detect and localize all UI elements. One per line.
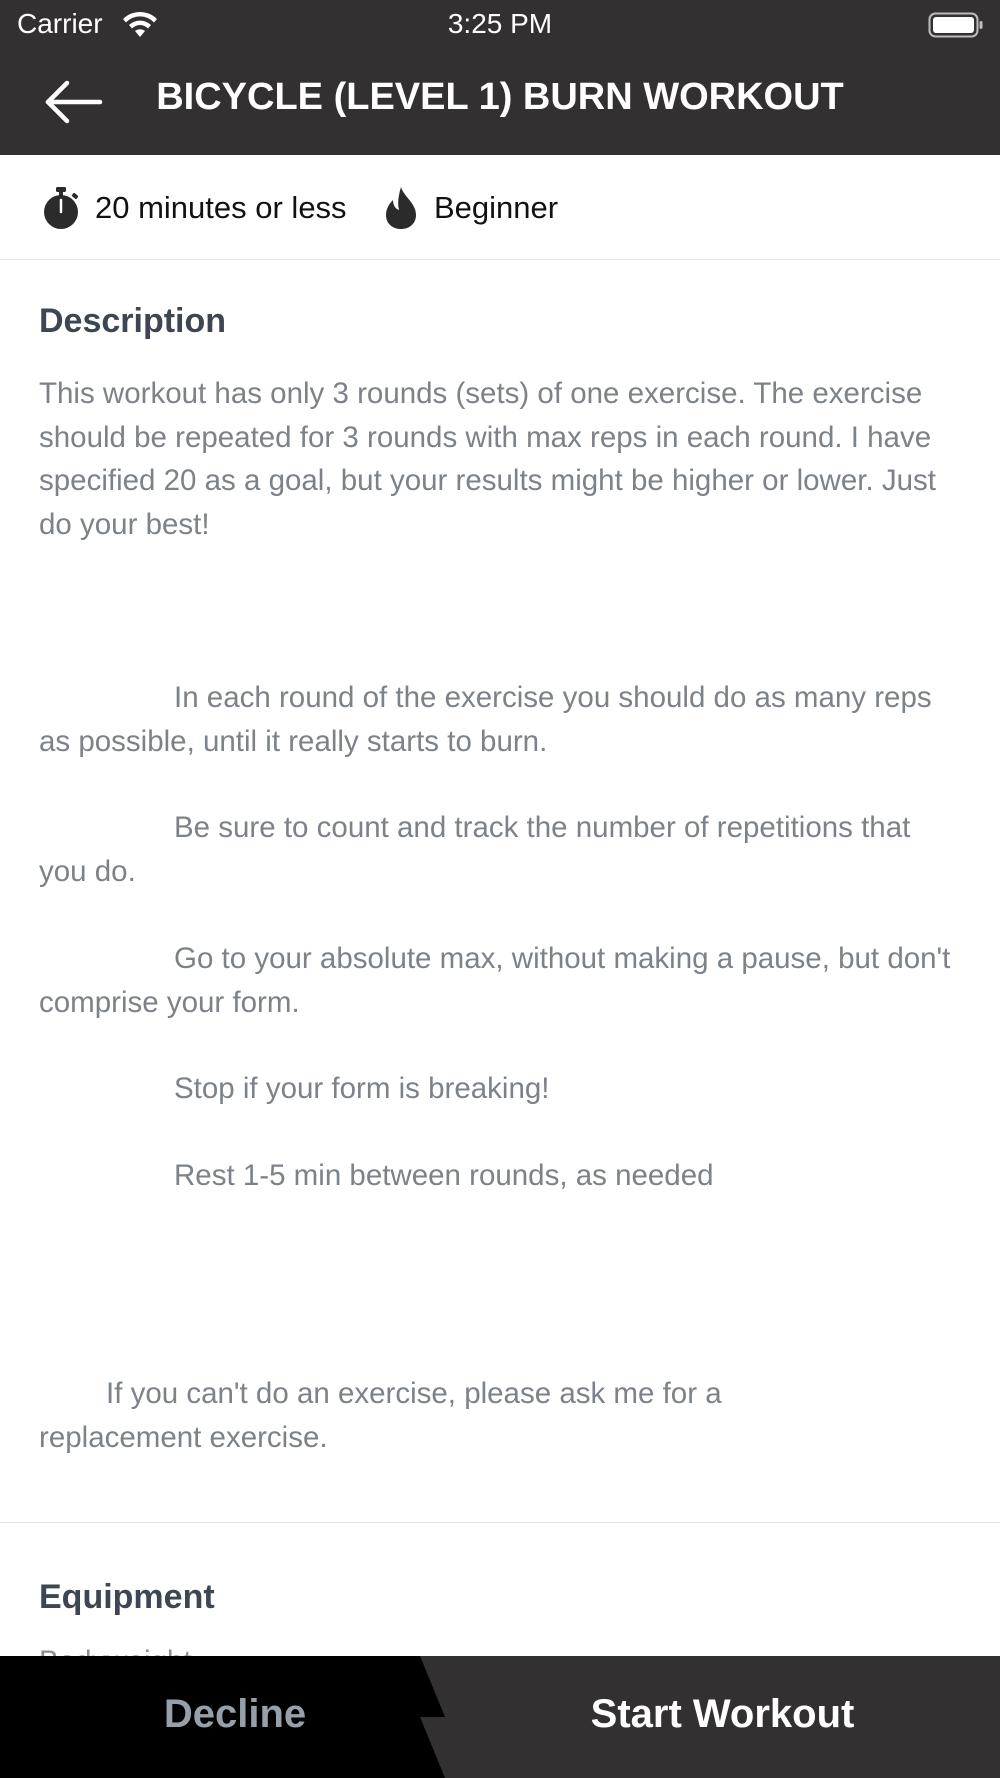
description-point-text: Be sure to count and track the number of repetitions that you do. [39, 811, 911, 888]
flame-icon [380, 185, 422, 231]
equipment-heading: Equipment [39, 1578, 215, 1616]
description-point [39, 806, 959, 893]
start-workout-button[interactable] [445, 1656, 1000, 1778]
carrier-label: Carrier [17, 8, 103, 39]
section-divider [0, 1522, 1000, 1523]
duration-info [39, 185, 347, 231]
description-intro-text: This workout has only 3 rounds (sets) of one exercise. The exercise should be repeated for 3 rounds with max reps in each round. I have specified 20 as a goal, but your results might be higher or lower. Just do your best! [39, 377, 936, 541]
description-intro [39, 372, 959, 546]
decline-label: Decline [163, 1692, 307, 1736]
start-workout-label: Start Workout [590, 1692, 855, 1736]
status-time: 3:25 PM [447, 8, 553, 39]
header-bar [0, 0, 1000, 155]
level-info [380, 185, 558, 231]
stopwatch-icon [39, 185, 83, 231]
duration-label: 20 minutes or less [95, 190, 347, 225]
description-point-text: Stop if your form is breaking! [174, 1072, 550, 1105]
description-point [39, 937, 959, 1024]
description-footer [39, 1372, 799, 1459]
decline-button[interactable] [0, 1656, 445, 1778]
description-point-text: In each round of the exercise you should do as many reps as possible, until it really starts to burn. [39, 681, 932, 758]
description-point [39, 1154, 959, 1198]
battery-icon [928, 10, 984, 40]
level-label: Beginner [434, 190, 559, 225]
workout-meta [0, 155, 1000, 260]
description-point-text: Go to your absolute max, without making a pause, but don't comprise your form. [39, 942, 951, 1019]
description-point-text: Rest 1-5 min between rounds, as needed [174, 1159, 714, 1192]
description-heading: Description [39, 302, 227, 340]
description-point [39, 1067, 959, 1111]
action-bar [0, 1656, 1000, 1778]
page-title: BICYCLE (LEVEL 1) BURN WORKOUT [156, 76, 844, 118]
status-bar [0, 0, 1000, 50]
description-footer-text: If you can't do an exercise, please ask me for a replacement exercise. [39, 1377, 722, 1454]
description-point [39, 676, 959, 763]
